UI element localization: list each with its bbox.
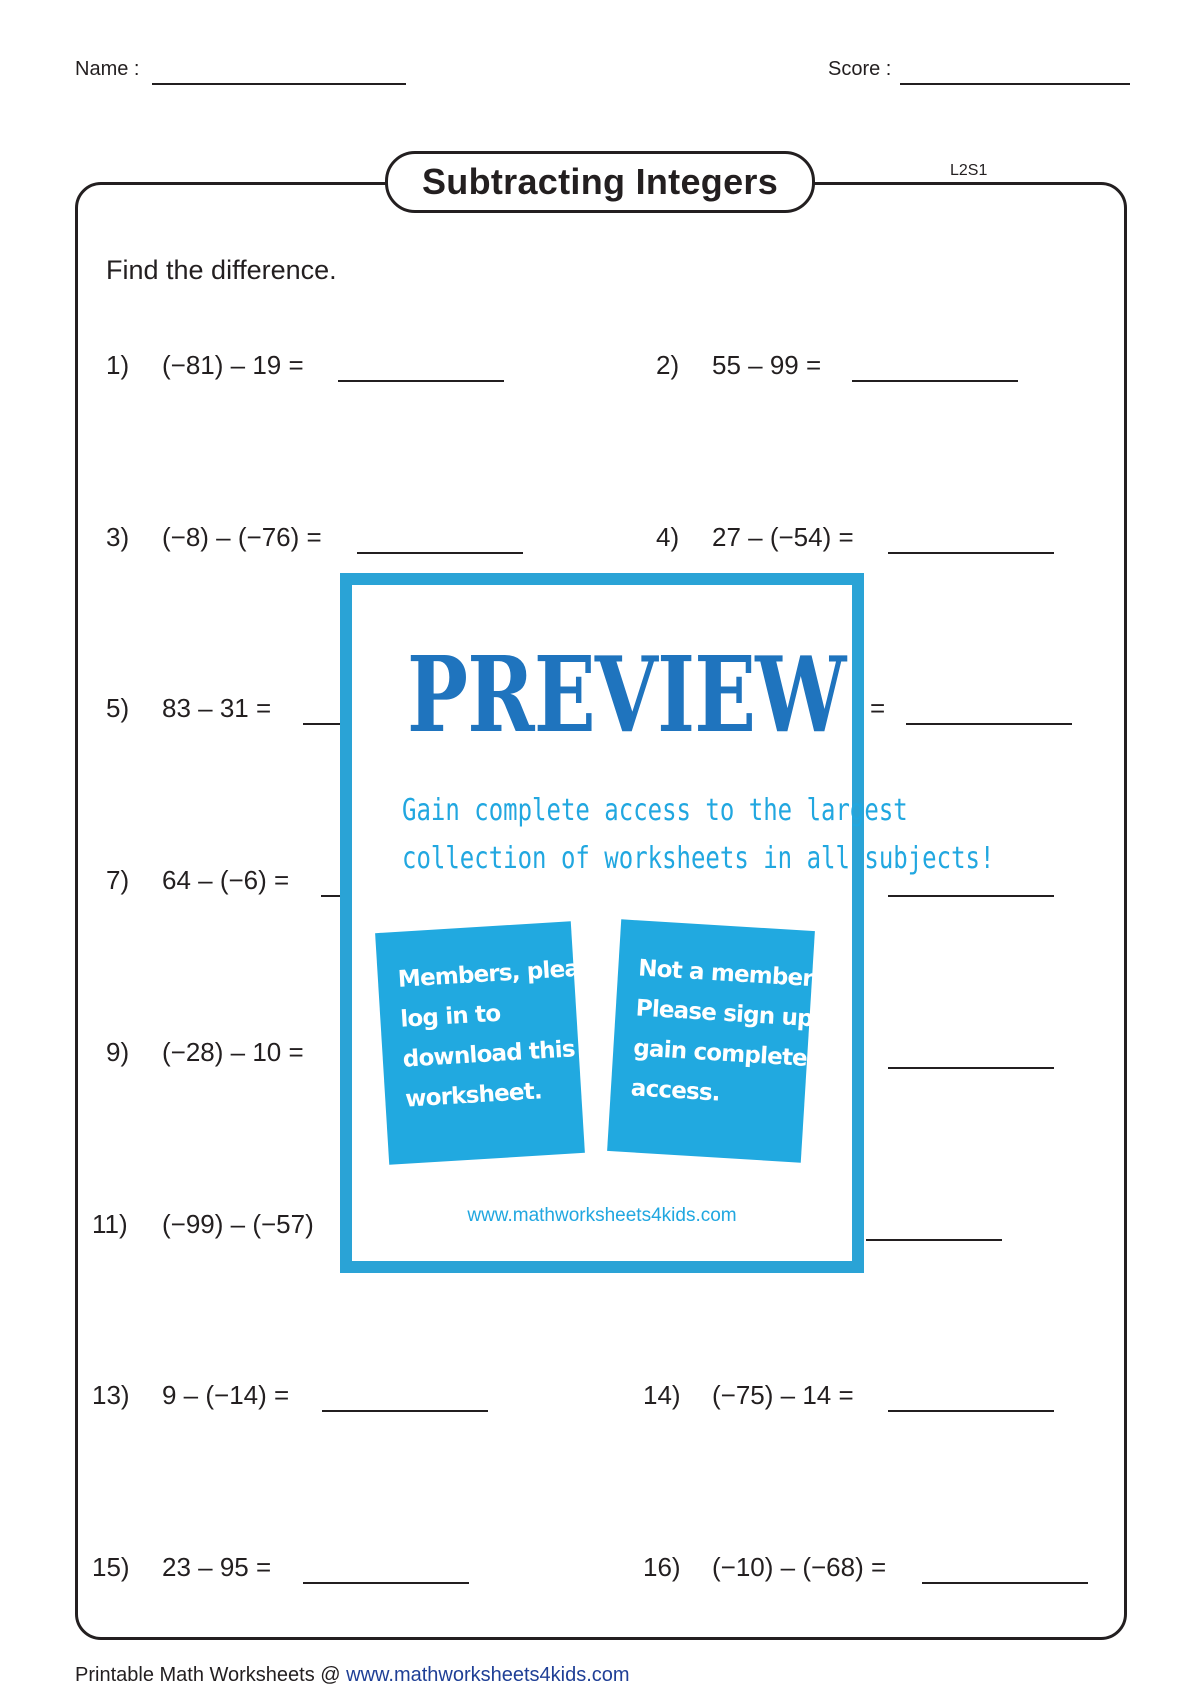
preview-tagline-1: Gain complete access to the largest [402,793,908,828]
preview-overlay [340,573,995,1273]
problem-expression: (−8) – (−76) = [162,522,322,552]
card-line: log in to [399,1000,502,1033]
card-line: access. [630,1075,721,1107]
problem-number: 16) [643,1552,681,1582]
card-line: Members, please [397,954,608,993]
answer-blank-12[interactable] [866,1239,1002,1241]
problem-number: 11) [92,1209,128,1239]
problem-expression: 23 – 95 = [162,1552,272,1582]
problem-expression: (−81) – 19 = [162,350,304,380]
problem-expression: 83 – 31 = [162,693,272,723]
problem-expression: (−10) – (−68) = [712,1552,887,1582]
card-line: worksheet. [404,1078,543,1113]
name-blank[interactable] [152,83,406,85]
problem-number: 4) [656,522,680,552]
score-blank[interactable] [900,83,1130,85]
footer-link[interactable]: www.mathworksheets4kids.com [346,1664,630,1686]
answer-blank-8[interactable] [888,895,1054,897]
answer-blank-4[interactable] [888,552,1054,554]
signup-card[interactable] [607,919,846,1162]
worksheet-title: Subtracting Integers [385,151,815,213]
worksheet-code: L2S1 [950,162,988,179]
answer-blank-13[interactable] [322,1410,488,1412]
problem-number: 13) [92,1380,130,1410]
answer-blank-3[interactable] [357,552,523,554]
problem-number: 1) [106,350,130,380]
problem-expression: (−99) – (−57) [162,1209,314,1239]
preview-url-link[interactable]: www.mathworksheets4kids.com [467,1205,737,1226]
problem-number: 3) [106,522,130,552]
problem-number: 5) [106,693,130,723]
problem-expression: 9 – (−14) = [162,1380,290,1410]
problem-expression: = [870,693,886,723]
members-login-card[interactable] [375,921,608,1165]
problem-6-partial [870,693,885,724]
footer [75,1664,630,1687]
footer-label: Printable Math Worksheets @ [75,1664,347,1686]
score-label: Score : [828,58,892,80]
card-line: Please sign up to [635,995,846,1035]
problem-number: 14) [643,1380,681,1410]
card-line: download this [402,1036,576,1073]
card-line: gain complete [632,1035,808,1072]
answer-blank-1[interactable] [338,380,504,382]
answer-blank-15[interactable] [303,1582,469,1584]
problem-number: 7) [106,865,130,895]
problem-expression: 64 – (−6) = [162,865,290,895]
problem-number: 2) [656,350,680,380]
problem-number: 15) [92,1552,130,1582]
name-label: Name : [75,58,140,80]
answer-blank-2[interactable] [852,380,1018,382]
problem-expression: 55 – 99 = [712,350,822,380]
problem-number: 9) [106,1037,130,1067]
answer-blank-10[interactable] [888,1067,1054,1069]
preview-title: PREVIEW [407,633,846,756]
problem-expression: (−75) – 14 = [712,1380,854,1410]
problem-expression: (−28) – 10 = [162,1037,304,1067]
preview-tagline-2: collection of worksheets in all subjects! [402,841,995,876]
answer-blank-14[interactable] [888,1410,1054,1412]
instruction: Find the difference. [106,255,337,285]
answer-blank-6[interactable] [906,723,1072,725]
answer-blank-16[interactable] [922,1582,1088,1584]
problem-expression: 27 – (−54) = [712,522,854,552]
card-line: Not a member? [637,955,827,993]
